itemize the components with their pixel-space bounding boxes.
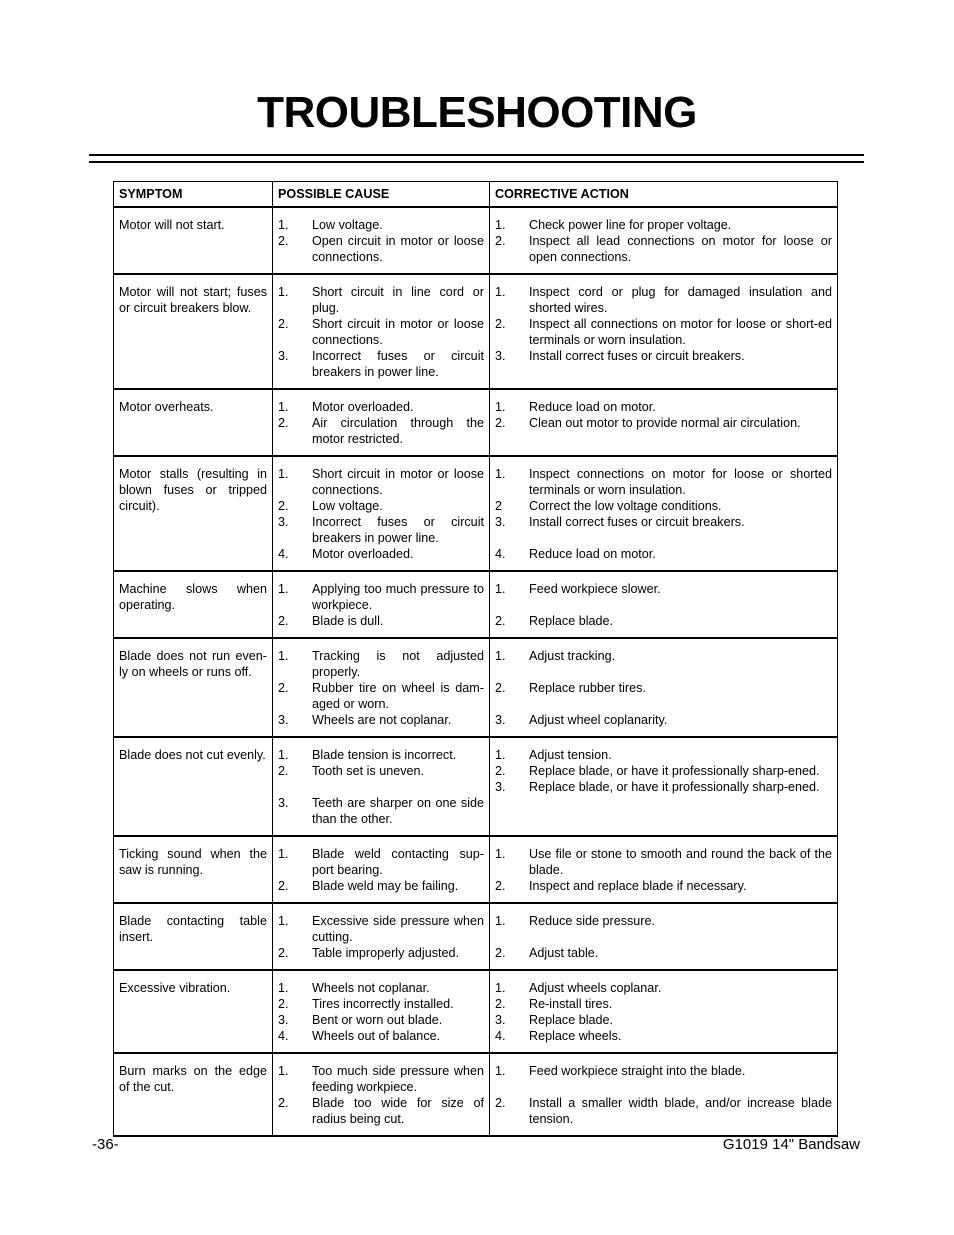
cause-item xyxy=(278,233,484,265)
item-number: 1. xyxy=(278,582,289,596)
cause-cell xyxy=(273,970,490,1053)
action-cell xyxy=(490,207,838,274)
cause-item xyxy=(278,1095,484,1127)
cause-item xyxy=(278,466,484,498)
symptom-cell: Blade contacting table insert. xyxy=(114,903,273,970)
item-number: 1. xyxy=(495,218,506,232)
item-number: 1. xyxy=(495,748,506,762)
item-number: 1. xyxy=(278,748,289,762)
item-number: 2. xyxy=(495,234,506,248)
action-cell xyxy=(490,737,838,836)
item-text: Motor overloaded. xyxy=(312,547,414,561)
table-row xyxy=(114,903,838,970)
header-corrective-action: CORRECTIVE ACTION xyxy=(490,182,838,208)
model-name: G1019 14" Bandsaw xyxy=(722,1136,860,1153)
item-number: 2. xyxy=(495,681,506,695)
item-text: Rubber tire on wheel is dam-aged or worn. xyxy=(312,681,484,711)
cause-item xyxy=(278,945,484,961)
item-text: Inspect connections on motor for loose or shorted terminals or worn insulation. xyxy=(529,467,832,497)
item-text: Wheels out of balance. xyxy=(312,1029,441,1043)
cause-item xyxy=(278,763,484,779)
item-text: Inspect all connections on motor for loose or short-ed terminals or worn insulation. xyxy=(529,317,832,347)
cause-item xyxy=(278,217,484,233)
action-item xyxy=(495,913,832,929)
table-body xyxy=(114,207,838,1136)
item-number: 2. xyxy=(495,416,506,430)
cause-item xyxy=(278,613,484,629)
item-number: 2. xyxy=(278,614,289,628)
item-number: 2. xyxy=(278,764,289,778)
spacer xyxy=(495,664,832,680)
table-row xyxy=(114,207,838,274)
item-text: Bent or worn out blade. xyxy=(312,1013,443,1027)
item-text: Replace wheels. xyxy=(529,1029,622,1043)
action-item xyxy=(495,878,832,894)
item-text: Reduce load on motor. xyxy=(529,400,656,414)
item-number: 3. xyxy=(495,713,506,727)
table-row xyxy=(114,1053,838,1136)
action-item xyxy=(495,712,832,728)
symptom-cell: Motor will not start; fuses or circuit breakers blow. xyxy=(114,274,273,389)
title-rule-bottom xyxy=(89,161,864,163)
action-item xyxy=(495,680,832,696)
item-number: 4. xyxy=(278,547,289,561)
action-item xyxy=(495,581,832,597)
item-number: 2. xyxy=(495,764,506,778)
cause-cell xyxy=(273,737,490,836)
action-item xyxy=(495,1028,832,1044)
action-item xyxy=(495,284,832,316)
action-item xyxy=(495,348,832,364)
item-text: Incorrect fuses or circuit breakers in power line. xyxy=(312,515,484,545)
item-number: 1. xyxy=(495,285,506,299)
item-text: Replace rubber tires. xyxy=(529,681,646,695)
symptom-cell: Machine slows when operating. xyxy=(114,571,273,638)
cause-item xyxy=(278,316,484,348)
cause-cell xyxy=(273,638,490,737)
cause-item xyxy=(278,795,484,827)
item-text: Adjust wheels coplanar. xyxy=(529,981,662,995)
item-text: Tracking is not adjusted properly. xyxy=(312,649,484,679)
item-text: Blade is dull. xyxy=(312,614,384,628)
action-item xyxy=(495,980,832,996)
item-text: Install a smaller width blade, and/or increase blade tension. xyxy=(529,1096,832,1126)
cause-item xyxy=(278,846,484,878)
item-text: Incorrect fuses or circuit breakers in power line. xyxy=(312,349,484,379)
action-item xyxy=(495,996,832,1012)
table-row xyxy=(114,571,838,638)
item-number: 2. xyxy=(495,997,506,1011)
header-symptom: SYMPTOM xyxy=(114,182,273,208)
item-text: Inspect and replace blade if necessary. xyxy=(529,879,747,893)
item-number: 1. xyxy=(278,649,289,663)
item-text: Inspect all lead connections on motor for loose or open connections. xyxy=(529,234,832,264)
item-number: 1. xyxy=(278,218,289,232)
symptom-cell: Motor will not start. xyxy=(114,207,273,274)
item-text: Short circuit in motor or loose connections. xyxy=(312,467,484,497)
action-cell xyxy=(490,456,838,571)
action-item xyxy=(495,846,832,878)
item-number: 1. xyxy=(278,1064,289,1078)
cause-item xyxy=(278,996,484,1012)
action-item xyxy=(495,546,832,562)
item-text: Open circuit in motor or loose connections. xyxy=(312,234,484,264)
item-number: 2. xyxy=(495,946,506,960)
table-row xyxy=(114,274,838,389)
action-item xyxy=(495,763,832,779)
spacer xyxy=(495,1079,832,1095)
table-row xyxy=(114,456,838,571)
item-number: 2. xyxy=(278,499,289,513)
action-item xyxy=(495,945,832,961)
item-text: Blade too wide for size of radius being cut. xyxy=(312,1096,484,1126)
item-number: 2. xyxy=(495,879,506,893)
item-text: Replace blade, or have it professionally sharp-ened. xyxy=(529,764,820,778)
item-text: Motor overloaded. xyxy=(312,400,414,414)
item-text: Replace blade. xyxy=(529,614,614,628)
item-number: 3. xyxy=(278,1013,289,1027)
cause-item xyxy=(278,581,484,613)
item-number: 2. xyxy=(278,234,289,248)
table-row xyxy=(114,389,838,456)
item-number: 3. xyxy=(495,349,506,363)
item-text: Install correct fuses or circuit breakers. xyxy=(529,515,745,529)
action-cell xyxy=(490,1053,838,1136)
action-item xyxy=(495,514,832,530)
cause-item xyxy=(278,348,484,380)
symptom-cell: Motor stalls (resulting in blown fuses or tripped circuit). xyxy=(114,456,273,571)
item-text: Wheels not coplanar. xyxy=(312,981,430,995)
cause-cell xyxy=(273,389,490,456)
symptom-cell: Blade does not run even-ly on wheels or runs off. xyxy=(114,638,273,737)
cause-item xyxy=(278,712,484,728)
item-text: Blade weld contacting sup-port bearing. xyxy=(312,847,484,877)
item-number: 3. xyxy=(278,713,289,727)
cause-cell xyxy=(273,207,490,274)
item-text: Too much side pressure when feeding workpiece. xyxy=(312,1064,484,1094)
action-cell xyxy=(490,274,838,389)
cause-item xyxy=(278,514,484,546)
item-text: Short circuit in line cord or plug. xyxy=(312,285,484,315)
item-text: Adjust tension. xyxy=(529,748,612,762)
item-number: 1. xyxy=(495,467,506,481)
item-number: 3. xyxy=(495,1013,506,1027)
item-number: 2. xyxy=(278,1096,289,1110)
table-row xyxy=(114,638,838,737)
cause-item xyxy=(278,399,484,415)
action-item xyxy=(495,217,832,233)
action-item xyxy=(495,648,832,664)
action-cell xyxy=(490,571,838,638)
item-number: 2. xyxy=(278,879,289,893)
item-text: Excessive side pressure when cutting. xyxy=(312,914,484,944)
item-text: Feed workpiece straight into the blade. xyxy=(529,1064,746,1078)
cause-cell xyxy=(273,274,490,389)
item-text: Check power line for proper voltage. xyxy=(529,218,732,232)
item-number: 2 xyxy=(495,499,503,513)
item-number: 1. xyxy=(278,981,289,995)
item-number: 1. xyxy=(278,467,289,481)
item-number: 3. xyxy=(495,515,506,529)
item-text: Inspect cord or plug for damaged insulation and shorted wires. xyxy=(529,285,832,315)
action-item xyxy=(495,613,832,629)
item-text: Low voltage. xyxy=(312,218,383,232)
item-number: 3. xyxy=(278,515,289,529)
cause-item xyxy=(278,648,484,680)
action-item xyxy=(495,466,832,498)
item-text: Air circulation through the motor restricted. xyxy=(312,416,484,446)
item-text: Short circuit in motor or loose connections. xyxy=(312,317,484,347)
item-number: 2. xyxy=(495,1096,506,1110)
item-text: Adjust table. xyxy=(529,946,599,960)
item-number: 3. xyxy=(278,796,289,810)
cause-cell xyxy=(273,456,490,571)
cause-item xyxy=(278,913,484,945)
item-number: 4. xyxy=(278,1029,289,1043)
item-number: 2. xyxy=(495,614,506,628)
item-text: Feed workpiece slower. xyxy=(529,582,661,596)
item-text: Tooth set is uneven. xyxy=(312,764,425,778)
action-item xyxy=(495,1095,832,1127)
cause-cell xyxy=(273,836,490,903)
action-cell xyxy=(490,970,838,1053)
item-number: 2. xyxy=(495,317,506,331)
item-number: 1. xyxy=(278,285,289,299)
action-item xyxy=(495,1012,832,1028)
spacer xyxy=(495,597,832,613)
item-number: 1. xyxy=(278,400,289,414)
table-row xyxy=(114,737,838,836)
item-number: 3. xyxy=(278,349,289,363)
page-number: -36- xyxy=(92,1136,119,1153)
cause-item xyxy=(278,878,484,894)
item-number: 1. xyxy=(495,914,506,928)
item-number: 1. xyxy=(495,582,506,596)
symptom-cell: Excessive vibration. xyxy=(114,970,273,1053)
cause-item xyxy=(278,680,484,712)
item-text: Replace blade. xyxy=(529,1013,614,1027)
cause-item xyxy=(278,980,484,996)
symptom-cell: Burn marks on the edge of the cut. xyxy=(114,1053,273,1136)
cause-item xyxy=(278,284,484,316)
item-text: Adjust tracking. xyxy=(529,649,616,663)
cause-item xyxy=(278,415,484,447)
item-number: 4. xyxy=(495,1029,506,1043)
action-item xyxy=(495,498,832,514)
action-item xyxy=(495,233,832,265)
action-cell xyxy=(490,903,838,970)
action-item xyxy=(495,399,832,415)
item-text: Tires incorrectly installed. xyxy=(312,997,454,1011)
action-cell xyxy=(490,389,838,456)
action-item xyxy=(495,415,832,431)
symptom-cell: Ticking sound when the saw is running. xyxy=(114,836,273,903)
item-number: 2. xyxy=(278,997,289,1011)
spacer xyxy=(278,779,484,795)
item-text: Replace blade, or have it professionally sharp-ened. xyxy=(529,780,820,794)
cause-item xyxy=(278,1063,484,1095)
item-number: 1. xyxy=(495,400,506,414)
spacer xyxy=(495,530,832,546)
spacer xyxy=(495,929,832,945)
item-text: Table improperly adjusted. xyxy=(312,946,460,960)
item-text: Adjust wheel coplanarity. xyxy=(529,713,668,727)
cause-item xyxy=(278,546,484,562)
item-text: Use file or stone to smooth and round the back of the blade. xyxy=(529,847,832,877)
item-number: 1. xyxy=(495,847,506,861)
table-row xyxy=(114,836,838,903)
item-text: Clean out motor to provide normal air circulation. xyxy=(529,416,801,430)
cause-item xyxy=(278,747,484,763)
cause-item xyxy=(278,1028,484,1044)
item-text: Teeth are sharper on one side than the other. xyxy=(312,796,484,826)
cause-item xyxy=(278,498,484,514)
item-text: Install correct fuses or circuit breakers. xyxy=(529,349,745,363)
item-number: 3. xyxy=(495,780,506,794)
symptom-cell: Motor overheats. xyxy=(114,389,273,456)
title-rule-top xyxy=(89,154,864,156)
item-text: Applying too much pressure to workpiece. xyxy=(312,582,484,612)
item-number: 1. xyxy=(278,847,289,861)
item-text: Reduce side pressure. xyxy=(529,914,656,928)
table-header-row xyxy=(114,182,838,208)
item-number: 1. xyxy=(495,1064,506,1078)
item-number: 2. xyxy=(278,416,289,430)
action-item xyxy=(495,1063,832,1079)
cause-item xyxy=(278,1012,484,1028)
cause-cell xyxy=(273,1053,490,1136)
item-number: 2. xyxy=(278,946,289,960)
item-text: Blade tension is incorrect. xyxy=(312,748,457,762)
item-text: Wheels are not coplanar. xyxy=(312,713,452,727)
cause-cell xyxy=(273,903,490,970)
action-item xyxy=(495,779,832,795)
item-text: Low voltage. xyxy=(312,499,383,513)
header-possible-cause: POSSIBLE CAUSE xyxy=(273,182,490,208)
action-cell xyxy=(490,638,838,737)
cause-cell xyxy=(273,571,490,638)
spacer xyxy=(495,696,832,712)
item-number: 1. xyxy=(495,981,506,995)
item-number: 2. xyxy=(278,681,289,695)
item-number: 1. xyxy=(278,914,289,928)
item-number: 2. xyxy=(278,317,289,331)
symptom-cell: Blade does not cut evenly. xyxy=(114,737,273,836)
item-text: Correct the low voltage conditions. xyxy=(529,499,722,513)
page-title: TROUBLESHOOTING xyxy=(257,88,697,137)
troubleshooting-table xyxy=(113,181,838,1137)
action-item xyxy=(495,316,832,348)
item-text: Re-install tires. xyxy=(529,997,613,1011)
item-number: 1. xyxy=(495,649,506,663)
item-text: Reduce load on motor. xyxy=(529,547,656,561)
action-cell xyxy=(490,836,838,903)
action-item xyxy=(495,747,832,763)
item-number: 4. xyxy=(495,547,506,561)
item-text: Blade weld may be failing. xyxy=(312,879,459,893)
table-row xyxy=(114,970,838,1053)
